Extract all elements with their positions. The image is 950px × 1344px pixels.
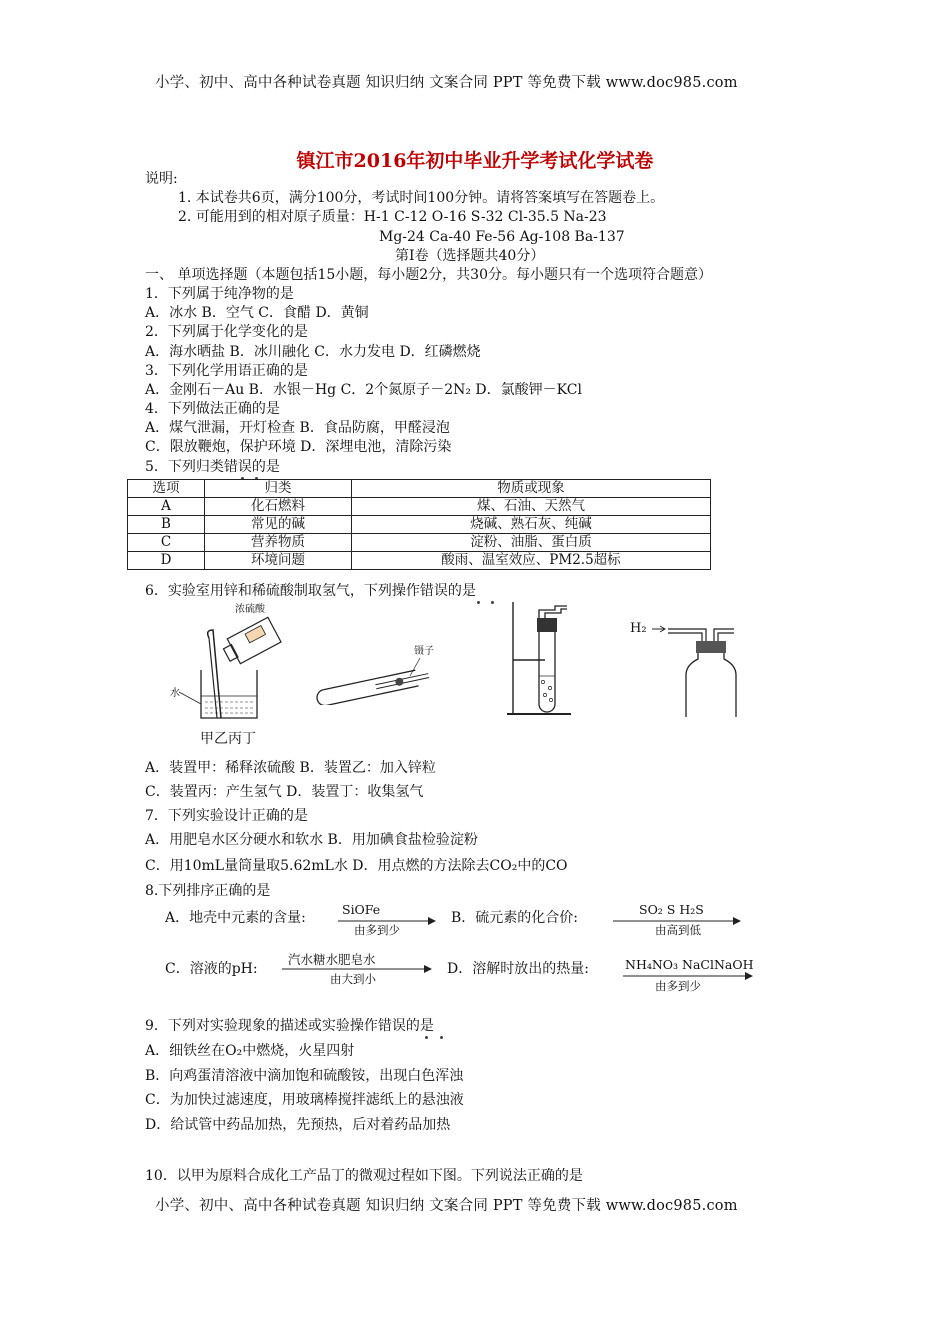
intro-item-1: 1. 本试卷共6页，满分100分，考试时间100分钟。请将答案填写在答题卷上。 [178,190,665,206]
label-conc-acid: 浓硫酸 [235,604,265,615]
diluting-acid-drawing [165,600,305,725]
q9-stem: 9．下列对实验现象的描述或实验操作错误的是 [145,1018,434,1034]
section-heading: 一、 单项选择题（本题包括15小题，每小题2分，共30分。每小题只有一个选项符合题意） [145,267,712,283]
q8-d-label: D．溶解时放出的热量: [447,961,589,977]
q9-option-a: A．细铁丝在O₂中燃烧，火星四射 [145,1043,355,1059]
q8-a-order: SiOFe [342,902,381,917]
q9-option-b: B．向鸡蛋清溶液中滴加饱和硫酸铵，出现白色浑浊 [145,1068,464,1084]
table-cell: 化石燃料 [205,498,352,516]
table-cell: 煤、石油、天然气 [352,498,711,516]
label-water: 水 [170,688,180,699]
q8-b-arrow [613,902,743,938]
intro-item-2: 2. 可能用到的相对原子质量：H-1 C-12 O-16 S-32 Cl-35.5 Na-23 [178,209,607,225]
table-header: 归类 [205,480,352,498]
label-tweezers: 镊子 [414,646,434,657]
q8-stem: 8.下列排序正确的是 [145,883,271,899]
stand-drawing [505,600,575,720]
page-title: 镇江市2016年初中毕业升学考试化学试卷 [296,150,654,172]
table-cell: D [128,552,205,570]
emphasis-dot [440,1036,443,1039]
q5-table [127,479,711,570]
q5-stem: 5．下列归类错误的是 [145,459,280,475]
table-header-row [128,480,711,498]
table-header: 选项 [128,480,205,498]
apparatus-ding [630,615,740,720]
q6-options-ab: A．装置甲：稀释浓硫酸 B．装置乙：加入锌粒 [145,760,436,776]
page-header: 小学、初中、高中各种试卷真题 知识归纳 文案合同 PPT 等免费下载 www.doc985.com [155,75,738,91]
emphasis-dot [425,1036,428,1039]
q10-stem: 10．以甲为原料合成化工产品丁的微观过程如下图。下列说法正确的是 [145,1168,583,1184]
apparatus-jia [165,600,305,725]
table-cell: 常见的碱 [205,516,352,534]
q4-options-cd: C．限放鞭炮，保护环境 D．深埋电池，清除污染 [145,439,452,455]
apparatus-bing [505,600,575,720]
q8-b-direction: 由高到低 [655,923,701,937]
q4-stem: 4．下列做法正确的是 [145,401,280,417]
table-header: 物质或现象 [352,480,711,498]
q8-c-direction: 由大到小 [330,972,376,986]
q8-d-direction: 由多到少 [655,979,701,993]
q4-options-ab: A．煤气泄漏，开灯检查 B．食品防腐，甲醛浸泡 [145,420,450,436]
emphasis-dot [491,601,494,604]
table-cell: 营养物质 [205,534,352,552]
q6-options-cd: C．装置丙：产生氢气 D．装置丁：收集氢气 [145,784,424,800]
table-cell: 环境问题 [205,552,352,570]
q7-options-cd: C．用10mL量筒量取5.62mL水 D．用点燃的方法除去CO₂中的CO [145,858,568,874]
q1-options: A．冰水 B．空气 C．食醋 D．黄铜 [145,305,369,321]
q7-stem: 7．下列实验设计正确的是 [145,808,308,824]
page-footer: 小学、初中、高中各种试卷真题 知识归纳 文案合同 PPT 等免费下载 www.doc985.com [155,1198,738,1214]
label-h2: H₂ [630,621,647,636]
table-row [128,552,711,570]
q8-a-direction: 由多到少 [354,923,400,937]
figure-caption: 甲乙丙丁 [200,731,256,747]
table-row [128,534,711,552]
q8-a-arrow [338,902,438,938]
intro-item-2-cont: Mg-24 Ca-40 Fe-56 Ag-108 Ba-137 [379,229,625,245]
table-cell: C [128,534,205,552]
q8-c-order: 汽水糖水肥皂水 [288,952,376,967]
part-heading: 第Ⅰ卷（选择题共40分） [395,248,545,264]
table-cell: 淀粉、油脂、蛋白质 [352,534,711,552]
q3-options: A．金刚石－Au B．水银－Hg C．2个氮原子－2N₂ D．氯酸钾－KCl [145,382,582,398]
table-row [128,516,711,534]
q6-stem: 6．实验室用锌和稀硫酸制取氢气，下列操作错误的是 [145,583,476,599]
q8-b-label: B．硫元素的化合价: [451,910,579,926]
q8-b-order: SO₂ S H₂S [639,902,704,917]
q3-stem: 3．下列化学用语正确的是 [145,363,308,379]
q9-option-d: D．给试管中药品加热，先预热，后对着药品加热 [145,1117,451,1133]
q8-d-arrow [623,957,755,993]
q2-options: A．海水晒盐 B．冰川融化 C．水力发电 D．红磷燃烧 [145,344,481,360]
q1-stem: 1．下列属于纯净物的是 [145,286,294,302]
table-cell: B [128,516,205,534]
table-cell: 酸雨、温室效应、PM2.5超标 [352,552,711,570]
q9-option-c: C．为加快过滤速度，用玻璃棒搅拌滤纸上的悬浊液 [145,1092,464,1108]
table-cell: A [128,498,205,516]
intro-label: 说明: [145,171,178,187]
q8-a-label: A．地壳中元素的含量: [165,910,306,926]
apparatus-yi [310,640,445,705]
q8-d-order: NH₄NO₃ NaClNaOH [625,957,754,972]
table-row [128,498,711,516]
q2-stem: 2．下列属于化学变化的是 [145,324,308,340]
emphasis-dot [477,601,480,604]
q8-c-arrow [282,950,434,988]
q7-options-ab: A．用肥皂水区分硬水和软水 B．用加碘食盐检验淀粉 [145,832,478,848]
table-cell: 烧碱、熟石灰、纯碱 [352,516,711,534]
q8-c-label: C．溶液的pH: [165,961,258,977]
